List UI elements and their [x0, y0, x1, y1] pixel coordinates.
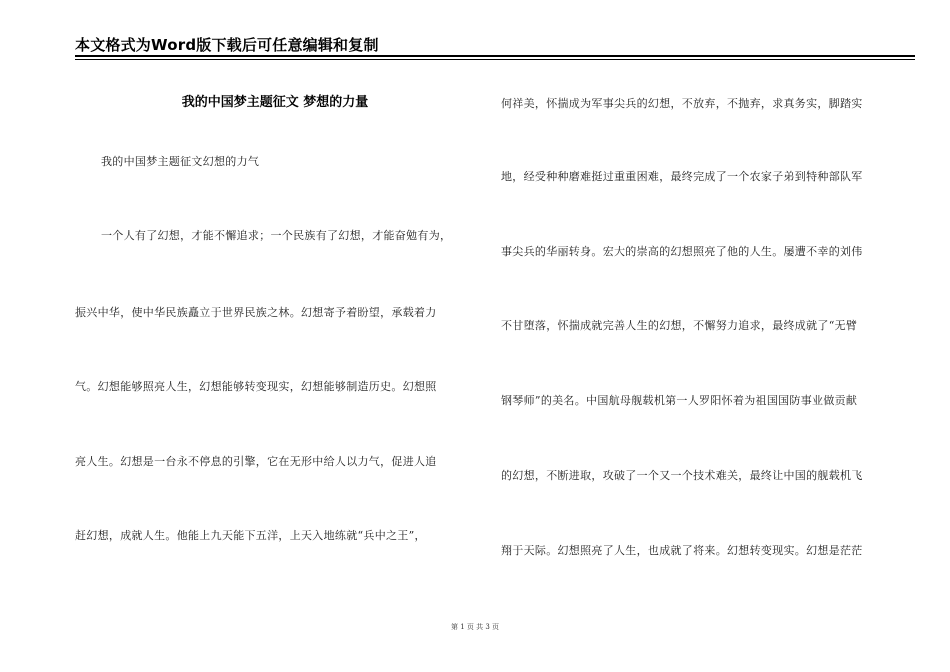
header-divider-thin [75, 59, 915, 60]
page-number-footer: 第 1 页 共 3 页 [450, 623, 500, 631]
paragraph-line: 亮人生。幻想是一台永不停息的引擎，它在无形中给人以力气，促进人追 [75, 455, 437, 468]
paragraph-line: 气。幻想能够照亮人生，幻想能够转变现实，幻想能够制造历史。幻想照 [75, 380, 437, 393]
header-divider-thick [75, 55, 915, 57]
page-header-text: 本文格式为Word版下载后可任意编辑和复制 [75, 36, 379, 54]
paragraph-line: 地，经受种种磨难挺过重重困难，最终完成了一个农家子弟到特种部队军 [501, 170, 863, 183]
paragraph-line: 不甘堕落，怀揣成就完善人生的幻想，不懈努力追求，最终成就了“无臂 [501, 319, 858, 332]
paragraph-line: 何祥美，怀揣成为军事尖兵的幻想，不放弃，不抛弃，求真务实，脚踏实 [501, 97, 863, 110]
paragraph-line: 赶幻想，成就人生。他能上九天能下五洋，上天入地练就“兵中之王”， [75, 529, 426, 542]
paragraph-line: 一个人有了幻想，才能不懈追求；一个民族有了幻想，才能奋勉有为， [101, 229, 452, 242]
paragraph-line: 事尖兵的华丽转身。宏大的崇高的幻想照亮了他的人生。屡遭不幸的刘伟 [501, 245, 863, 258]
document-title: 我的中国梦主题征文 梦想的力量 [181, 95, 369, 110]
paragraph-line: 的幻想，不断进取，攻破了一个又一个技术难关，最终让中国的舰载机飞 [501, 469, 863, 482]
paragraph-line: 振兴中华，使中华民族矗立于世界民族之林。幻想寄予着盼望，承载着力 [75, 306, 437, 319]
paragraph-line: 钢琴师”的美名。中国航母舰载机第一人罗阳怀着为祖国国防事业做贡献 [501, 394, 858, 407]
subtitle-line: 我的中国梦主题征文幻想的力气 [101, 155, 260, 168]
paragraph-line: 翔于天际。幻想照亮了人生，也成就了将来。幻想转变现实。幻想是茫茫 [501, 544, 863, 557]
